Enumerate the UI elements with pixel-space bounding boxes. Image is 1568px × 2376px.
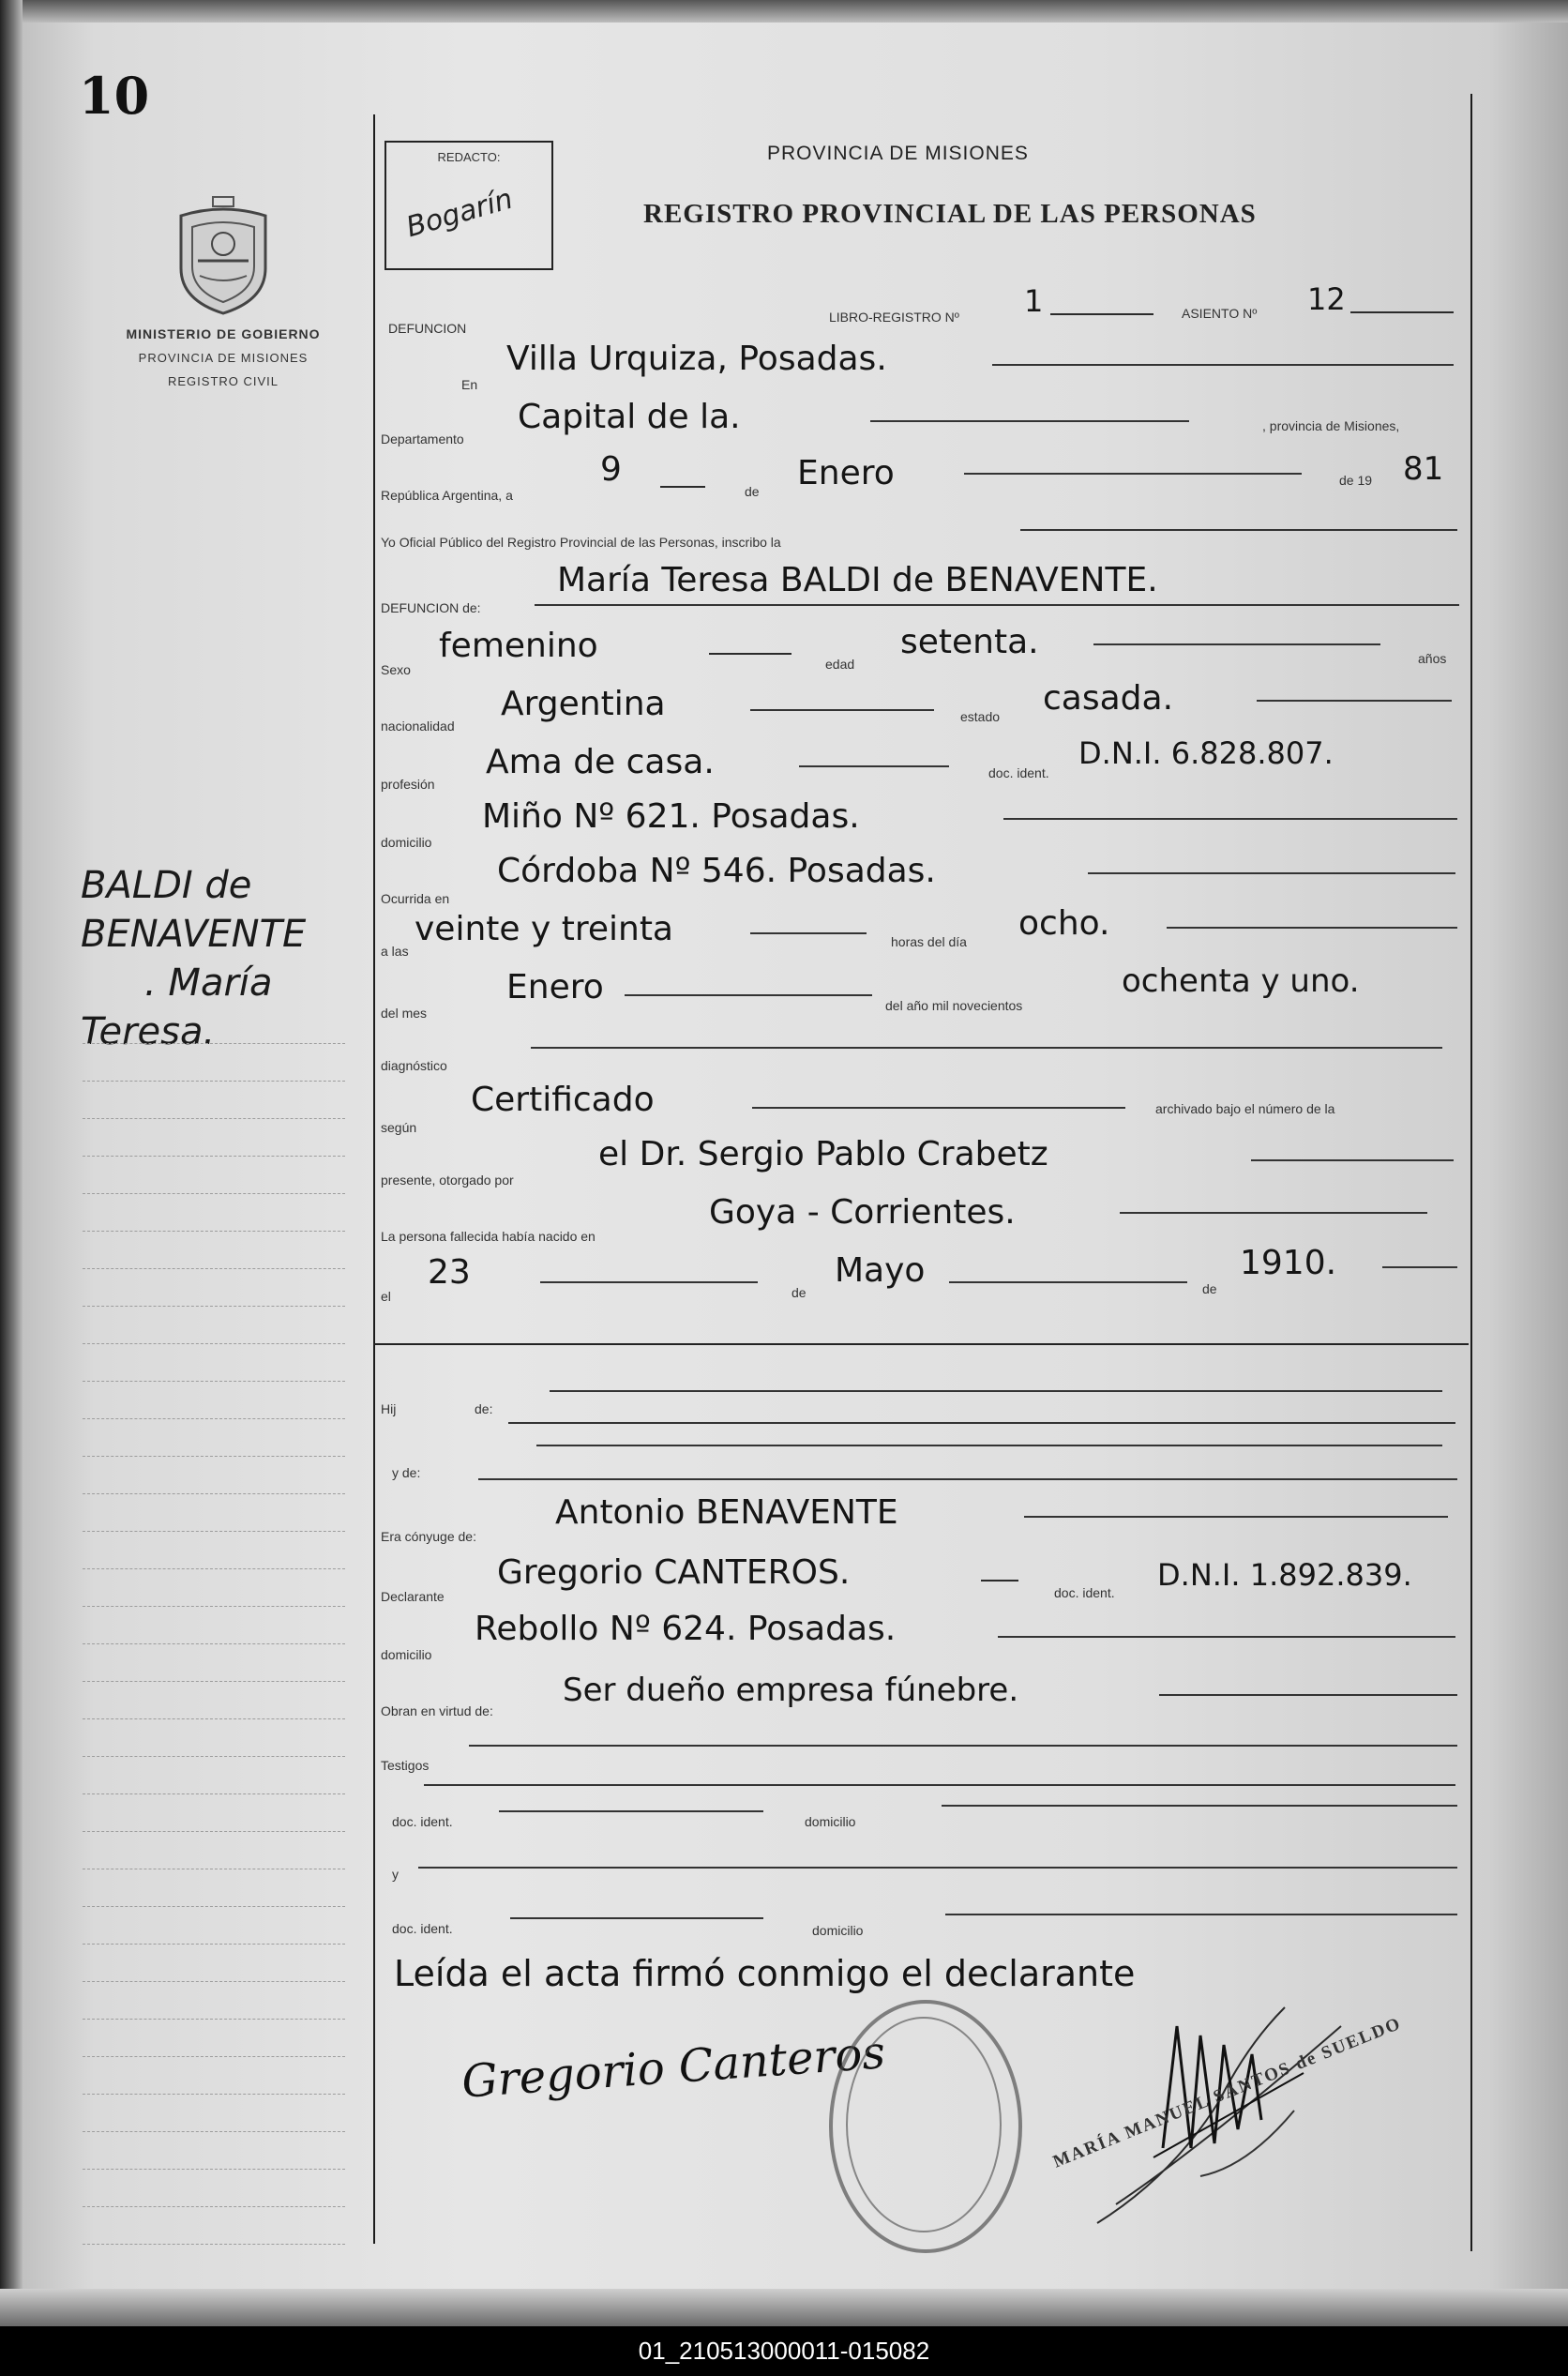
page-bottom-edge: [0, 2289, 1568, 2326]
fill-line: [536, 1445, 1442, 1446]
margin-rule: [83, 2056, 345, 2057]
delmes-label: del mes: [381, 1006, 428, 1021]
margin-rule: [83, 1944, 345, 1945]
republica-label: República Argentina, a: [381, 488, 513, 503]
fill-line: [469, 1745, 1457, 1747]
alas-value: veinte y treinta: [415, 910, 673, 948]
margin-rule: [83, 2169, 345, 2170]
redacto-box: [384, 141, 553, 270]
sexo-value: femenino: [439, 627, 598, 665]
de19-label: de 19: [1339, 473, 1373, 488]
seal-inner-ring: [846, 2017, 1002, 2232]
delmes-value: Enero: [506, 968, 604, 1006]
fill-line: [1120, 1212, 1427, 1214]
official-signature-icon: [1060, 1989, 1397, 2251]
margin-rule: [83, 2094, 345, 2095]
el-label: el: [381, 1289, 391, 1304]
fill-line: [992, 364, 1454, 366]
libro-label: LIBRO-REGISTRO Nº: [829, 310, 959, 325]
margin-rule: [83, 1756, 345, 1757]
mes-value: Enero: [797, 454, 895, 492]
fill-line: [1251, 1159, 1454, 1161]
hij-label: Hij: [381, 1401, 397, 1416]
en-label: En: [461, 377, 478, 392]
closing-sentence: Leída el acta firmó conmigo el declarante: [394, 1953, 1136, 1994]
fill-line: [752, 1107, 1125, 1109]
fill-line: [942, 1805, 1457, 1807]
horas-label: horas del día: [891, 934, 967, 949]
fill-line: [1350, 311, 1454, 313]
fill-line: [660, 486, 705, 488]
profesion-value: Ama de casa.: [486, 743, 715, 781]
nac-dia: 23: [428, 1253, 471, 1292]
fill-line: [1024, 1516, 1448, 1518]
fill-line: [799, 765, 949, 767]
fill-line: [1093, 643, 1380, 645]
anio-texto: ochenta y uno.: [1122, 962, 1360, 1000]
t2-dom-label: domicilio: [812, 1923, 864, 1938]
fill-line: [531, 1047, 1442, 1049]
fill-line: [1257, 700, 1452, 702]
fill-line: [424, 1784, 1455, 1786]
margin-rule: [83, 1043, 345, 1044]
estado-label: estado: [960, 709, 1001, 724]
doc-label: doc. ident.: [988, 765, 1049, 780]
fill-line: [1020, 529, 1457, 531]
nombre-value: María Teresa BALDI de BENAVENTE.: [557, 561, 1158, 599]
margin-rule: [83, 1493, 345, 1494]
ministry-registry: REGISTRO CIVIL: [167, 374, 279, 388]
margin-rule: [83, 2244, 345, 2245]
sexo-label: Sexo: [381, 662, 411, 677]
margin-rule: [83, 1081, 345, 1082]
margin-rule: [83, 1193, 345, 1194]
fill-line: [625, 994, 872, 996]
decl-doc-value: D.N.I. 1.892.839.: [1157, 1557, 1412, 1593]
margin-rule: [83, 1681, 345, 1682]
conyuge-label: Era cónyuge de:: [381, 1529, 476, 1544]
margin-rule: [83, 1268, 345, 1269]
fill-line: [945, 1914, 1457, 1915]
yde-label: y de:: [392, 1465, 421, 1480]
presente-value: el Dr. Sergio Pablo Crabetz: [598, 1135, 1048, 1173]
province-heading: PROVINCIA DE MISIONES: [767, 143, 1029, 164]
binding-shadow: [0, 0, 23, 2326]
segun-value: Certificado: [471, 1081, 655, 1119]
archivado-label: archivado bajo el número de la: [1155, 1101, 1335, 1116]
margin-rule: [83, 1643, 345, 1644]
fill-line: [964, 473, 1302, 475]
fill-line: [1050, 313, 1153, 315]
fill-line: [550, 1390, 1442, 1392]
libro-value: 1: [1024, 283, 1044, 319]
ocurrida-label: Ocurrida en: [381, 891, 450, 906]
anos-label: años: [1418, 651, 1447, 666]
ministry-block: [83, 195, 364, 388]
fill-line: [750, 709, 934, 711]
dia-texto: ocho.: [1018, 904, 1110, 943]
doc-value: D.N.I. 6.828.807.: [1078, 735, 1334, 771]
redacto-signature: Bogarín: [402, 182, 517, 245]
fill-line: [981, 1580, 1018, 1581]
margin-rule: [83, 1718, 345, 1719]
margin-rule: [83, 1118, 345, 1119]
fill-line: [998, 1636, 1455, 1638]
domicilio-value: Miño Nº 621. Posadas.: [482, 797, 860, 836]
nac-anio: 1910.: [1240, 1244, 1337, 1282]
coat-of-arms-icon: [172, 195, 275, 317]
fill-line: [1167, 927, 1457, 929]
margin-rule: [83, 1231, 345, 1232]
profesion-label: profesión: [381, 777, 435, 792]
nacionalidad-label: nacionalidad: [381, 719, 455, 734]
edad-value: setenta.: [900, 623, 1039, 661]
y-label: y: [392, 1867, 399, 1882]
t2-doc-label: doc. ident.: [392, 1921, 453, 1936]
page-number: 10: [79, 66, 150, 126]
fill-line: [709, 653, 792, 655]
fill-line: [510, 1917, 763, 1919]
fill-line: [949, 1281, 1187, 1283]
margin-note: [81, 861, 306, 1056]
t-doc-label: doc. ident.: [392, 1814, 453, 1829]
testigos-label: Testigos: [381, 1758, 430, 1773]
obran-label: Obran en virtud de:: [381, 1703, 493, 1718]
page-top-edge: [0, 0, 1568, 23]
margin-rule: [83, 1981, 345, 1982]
dia-value: 9: [600, 450, 622, 489]
fill-line: [870, 420, 1189, 422]
nacido-label: La persona fallecida había nacido en: [381, 1229, 596, 1244]
edad-label: edad: [825, 657, 855, 672]
asiento-value: 12: [1307, 281, 1346, 317]
margin-note-line: Teresa.: [81, 1010, 216, 1053]
official-stamp-name: MARÍA MANUEL SANTOS de SUELDO: [1050, 2013, 1405, 2172]
yo-oficial-label: Yo Oficial Público del Registro Provincial de las Personas, inscribo la: [381, 535, 781, 550]
departamento-value: Capital de la.: [518, 398, 741, 436]
en-value: Villa Urquiza, Posadas.: [506, 340, 887, 378]
margin-note-line: BENAVENTE: [81, 913, 307, 956]
margin-rule: [83, 2206, 345, 2207]
fill-line: [418, 1867, 1457, 1869]
margin-rule: [83, 2019, 345, 2020]
declarante-label: Declarante: [381, 1589, 445, 1604]
de-label: de: [745, 484, 760, 499]
presente-label: presente, otorgado por: [381, 1173, 514, 1188]
asiento-label: ASIENTO Nº: [1182, 306, 1258, 321]
declarante-value: Gregorio CANTEROS.: [497, 1553, 851, 1592]
fill-line: [750, 932, 867, 934]
registry-heading: REGISTRO PROVINCIAL DE LAS PERSONAS: [643, 199, 1257, 229]
alas-label: a las: [381, 944, 409, 959]
defuncion-tag: DEFUNCION: [388, 321, 467, 336]
diagnostico-label: diagnóstico: [381, 1058, 447, 1073]
estado-value: casada.: [1043, 679, 1174, 718]
departamento-label: Departamento: [381, 431, 464, 446]
provincia-label: , provincia de Misiones,: [1262, 418, 1400, 433]
nac-mes: Mayo: [835, 1251, 926, 1290]
hij-de-label: de:: [475, 1401, 493, 1416]
margin-rule: [83, 1456, 345, 1457]
ministry-province: PROVINCIA DE MISIONES: [138, 351, 309, 365]
fill-line: [535, 604, 1459, 606]
nac-de2-label: de: [1202, 1281, 1217, 1296]
margin-rule: [83, 1906, 345, 1907]
obran-value: Ser dueño empresa fúnebre.: [563, 1672, 1019, 1709]
fill-line: [478, 1478, 1457, 1480]
form-right-border: [1470, 94, 1472, 2251]
decl-domicilio-label: domicilio: [381, 1647, 432, 1662]
margin-rule: [83, 1306, 345, 1307]
declarant-signature: Gregorio Canteros: [460, 2026, 887, 2109]
segun-label: según: [381, 1120, 417, 1135]
fill-line: [499, 1810, 763, 1812]
section-separator: [373, 1343, 1469, 1345]
image-id-footer: 01_210513000011-015082: [0, 2326, 1568, 2376]
nacido-value: Goya - Corrientes.: [709, 1193, 1016, 1232]
fill-line: [1003, 818, 1457, 820]
conyuge-value: Antonio BENAVENTE: [555, 1493, 898, 1532]
nacionalidad-value: Argentina: [501, 685, 666, 723]
margin-note-line: . María: [144, 961, 273, 1005]
margin-rule: [83, 1793, 345, 1794]
redacto-label: REDACTO:: [437, 150, 501, 164]
fill-line: [1159, 1694, 1457, 1696]
margin-note-line: BALDI de: [81, 864, 252, 907]
margin-rule: [83, 2131, 345, 2132]
margin-rule: [83, 1156, 345, 1157]
t-dom-label: domicilio: [805, 1814, 856, 1829]
anio-value: 81: [1403, 450, 1444, 488]
margin-rule: [83, 1418, 345, 1419]
fill-line: [1088, 872, 1455, 874]
decl-doc-label: doc. ident.: [1054, 1585, 1115, 1600]
margin-rule: [83, 1568, 345, 1569]
margin-rule: [83, 1343, 345, 1344]
fill-line: [540, 1281, 758, 1283]
anio-label: del año mil novecientos: [885, 998, 1023, 1013]
domicilio-label: domicilio: [381, 835, 432, 850]
ministry-name: MINISTERIO DE GOBIERNO: [126, 326, 321, 341]
fill-line: [1382, 1266, 1457, 1268]
nac-de-label: de: [792, 1285, 807, 1300]
margin-rule: [83, 1381, 345, 1382]
margin-rule: [83, 1606, 345, 1607]
decl-domicilio-value: Rebollo Nº 624. Posadas.: [475, 1610, 897, 1648]
margin-rule: [83, 1531, 345, 1532]
fill-line: [508, 1422, 1455, 1424]
ocurrida-value: Córdoba Nº 546. Posadas.: [497, 852, 936, 890]
margin-rule: [83, 1831, 345, 1832]
form-left-border: [373, 114, 375, 2244]
defuncion-de-label: DEFUNCION de:: [381, 600, 481, 615]
official-seal: [829, 2000, 1022, 2253]
